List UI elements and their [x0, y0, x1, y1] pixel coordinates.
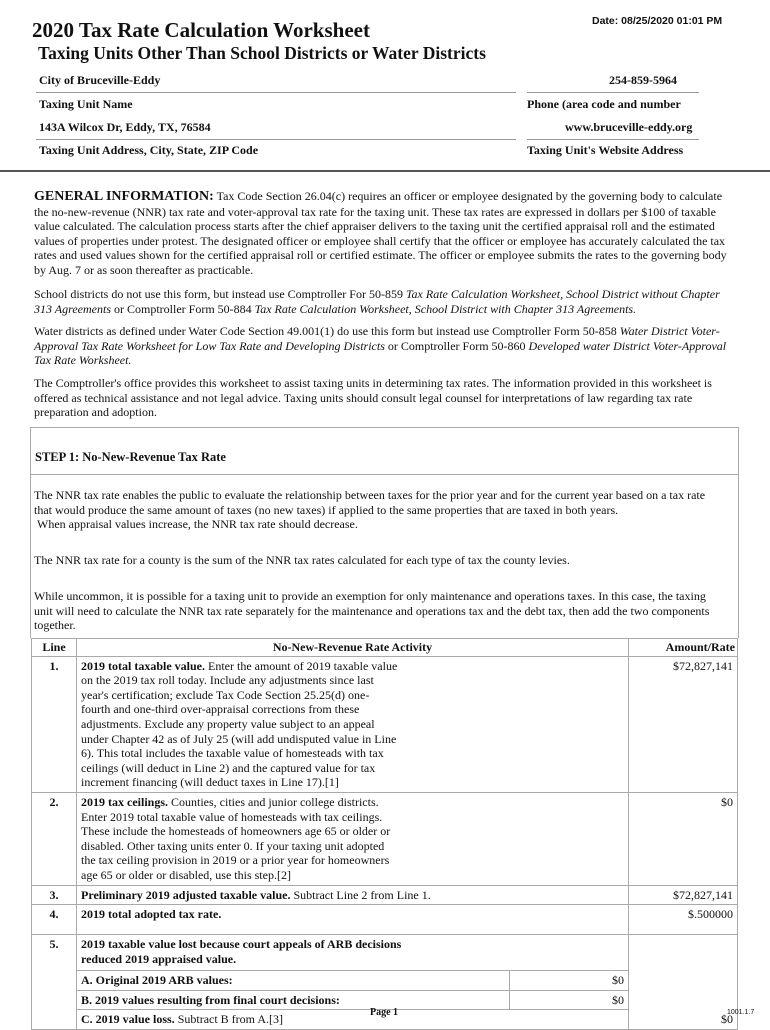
- phone-label: Phone (area code and number: [527, 97, 681, 111]
- line-text: Enter the amount of 2019 taxable value on the 2019 tax roll today. Include any adjustments since last year's certification; exclude Tax Code Section 25.25(d) one-fourth and one-third over-appraisal corrections from these adjustments. Exclude any property value subject to an appeal under Chapter 42 as of July 25 (will add undisputed value in Line 6). This total includes the taxable value of homesteads with tax ceilings (will deduct in Line 2) and the captured value for tax increment financing (will deduct taxes in Line 17).[1]: [81, 658, 398, 790]
- general-info-text: Tax Code Section 26.04(c) requires an officer or employee designated by the governing body to calculate the no-new-revenue (NNR) tax rate and voter-approval tax rate for the taxing unit. These tax rates are expressed in dollars per $100 of taxable value calculated. The calculation process starts after the chief appraiser delivers to the taxing unit the certified appraisal roll and the estimated values of properties under protest. The designated officer or employee shall certify that the officer or employee has accurately calculated the tax rates and used values shown for the certified appraisal roll or certified estimate. The officer or employee submits the rates to the governing body by Aug. 7 or as soon thereafter as practicable.: [34, 189, 727, 277]
- school-note-text-1: School districts do not use this form, but instead use Comptroller For 50-859: [34, 287, 406, 301]
- line-description: [77, 905, 629, 935]
- table-header-row: [32, 639, 738, 657]
- line-5c-label: [77, 1010, 628, 1029]
- taxing-unit-address-label: Taxing Unit Address, City, State, ZIP Code: [39, 143, 259, 157]
- water-note-form-1: Water District Voter-Approval Tax Rate Worksheet for Low Tax Rate and Developing Districts: [34, 324, 720, 353]
- col-line-header: Line: [32, 639, 77, 657]
- line-number: 3.: [32, 885, 77, 905]
- line-5a-value[interactable]: $0: [510, 971, 629, 991]
- table-row-line-4: [32, 905, 738, 935]
- line-amount[interactable]: $0: [629, 935, 738, 1030]
- form-date: Date: 08/25/2020 01:01 PM: [592, 15, 723, 27]
- table-row-line-2: [32, 792, 738, 885]
- water-district-note: [34, 324, 729, 368]
- water-note-text-2: or Comptroller Form 50-860: [384, 338, 529, 353]
- school-district-note: [34, 287, 729, 316]
- school-note-text-2: or Comptroller Form 50-884: [111, 301, 255, 316]
- line-5-subtable: [77, 935, 628, 1029]
- table-row-line-3: [32, 885, 738, 905]
- phone-underline: [527, 92, 699, 93]
- line-title: 2019 tax ceilings.: [81, 794, 168, 809]
- col-activity-header: No-New-Revenue Rate Activity: [77, 639, 629, 657]
- line-5b-label: B. 2019 values resulting from final court decisions:: [77, 990, 510, 1010]
- name-underline: [36, 92, 516, 93]
- taxing-unit-address-value: 143A Wilcox Dr, Eddy, TX, 76584: [39, 120, 211, 134]
- line-5-heading: 2019 taxable value lost because court appeals of ARB decisions reduced 2019 appraised value.: [81, 937, 402, 966]
- step1-intro-text: The NNR tax rate enables the public to evaluate the relationship between taxes for the prior year and for the current year based on a tax rate that would produce the same amount of taxes (no new taxes) if applied to the same properties that are taxed in both years.: [34, 488, 706, 517]
- line-number: 2.: [32, 792, 77, 885]
- taxing-unit-name-label: Taxing Unit Name: [39, 97, 133, 111]
- line-description: [77, 656, 629, 792]
- line-number: 5.: [32, 935, 77, 1030]
- step1-exemption-note: While uncommon, it is possible for a taxing unit to provide an exemption for only maintenance and operations taxes. In this case, the taxing unit will need to calculate the NNR tax rate separately for the maintenance and operations tax and the debt tax, then add the two components together.: [34, 589, 710, 633]
- step1-intro-text-2: When appraisal values increase, the NNR tax rate should decrease.: [37, 517, 358, 532]
- website-value: www.bruceville-eddy.org: [565, 120, 693, 134]
- step1-title-divider: [30, 474, 738, 475]
- school-note-form-2: Tax Rate Calculation Worksheet, School District with Chapter 313 Agreements.: [254, 301, 637, 316]
- water-note-text-1: Water districts as defined under Water Code Section 49.001(1) do use this form but instead use Comptroller Form 50-858: [34, 324, 620, 338]
- page-number: Page 1: [370, 1007, 399, 1018]
- line-5-heading-row: [77, 935, 628, 971]
- line-5b-value[interactable]: $0: [510, 990, 629, 1010]
- line-5c-title: C. 2019 value loss.: [81, 1012, 175, 1027]
- general-info-paragraph: [34, 189, 729, 278]
- website-label: Taxing Unit's Website Address: [527, 143, 684, 157]
- nnr-worksheet-table: [31, 638, 738, 1030]
- line-amount[interactable]: $72,827,141: [629, 885, 738, 905]
- line-title: 2019 total adopted tax rate.: [81, 907, 222, 922]
- school-note-form-1: Tax Rate Calculation Worksheet, School District without Chapter 313 Agreements: [34, 287, 720, 316]
- header-divider: [0, 170, 770, 172]
- water-note-form-2: Developed water District Voter-Approval Tax Rate Worksheet.: [34, 338, 727, 368]
- comptroller-note: The Comptroller's office provides this worksheet to assist taxing units in determining tax rates. The information provided in this worksheet is offered as technical assistance and not legal advice. Taxing units should consult legal counsel for interpretations of law regarding tax rate preparation and adoption.: [34, 376, 712, 420]
- form-title: 2020 Tax Rate Calculation Worksheet: [32, 18, 370, 42]
- website-underline: [527, 139, 699, 140]
- line-amount[interactable]: $.500000: [629, 905, 738, 935]
- table-row-line-1: [32, 656, 738, 792]
- step1-county-note: The NNR tax rate for a county is the sum of the NNR tax rates calculated for each type of tax the county levies.: [34, 553, 570, 567]
- form-subtitle: Taxing Units Other Than School Districts or Water Districts: [38, 43, 486, 63]
- taxing-unit-name-value: City of Bruceville-Eddy: [39, 73, 161, 87]
- address-underline: [36, 139, 516, 140]
- line-5a-row: [77, 971, 628, 991]
- line-description: [77, 935, 629, 1030]
- line-title: 2019 total taxable value.: [81, 658, 205, 673]
- line-5c-text: Subtract B from A.[3]: [174, 1012, 284, 1027]
- line-amount[interactable]: $72,827,141: [629, 656, 738, 792]
- line-amount[interactable]: $0: [629, 792, 738, 885]
- line-number: 1.: [32, 656, 77, 792]
- step1-intro: [34, 488, 724, 532]
- line-text: Counties, cities and junior college districts. Enter 2019 total taxable value of homesteads with tax ceilings. These include the homesteads of homeowners age 65 or older or disabled. Other taxing units enter 0. If your taxing unit adopted the tax ceiling provision in 2019 or a prior year for homeowners age 65 or older or disabled, use this step.[2]: [81, 794, 391, 882]
- line-5b-row: [77, 990, 628, 1010]
- line-text: Subtract Line 2 from Line 1.: [290, 887, 431, 902]
- form-code: 1001.1.7: [727, 1009, 755, 1016]
- line-5a-label: A. Original 2019 ARB values:: [77, 971, 510, 991]
- line-title: Preliminary 2019 adjusted taxable value.: [81, 887, 291, 902]
- general-info-heading: GENERAL INFORMATION:: [34, 189, 214, 204]
- col-amount-header: Amount/Rate: [629, 639, 738, 657]
- phone-value: 254-859-5964: [609, 73, 677, 87]
- line-description: [77, 792, 629, 885]
- step1-title: STEP 1: No-New-Revenue Tax Rate: [35, 450, 226, 464]
- line-5c-row: [77, 1010, 628, 1029]
- line-number: 4.: [32, 905, 77, 935]
- line-description: [77, 885, 629, 905]
